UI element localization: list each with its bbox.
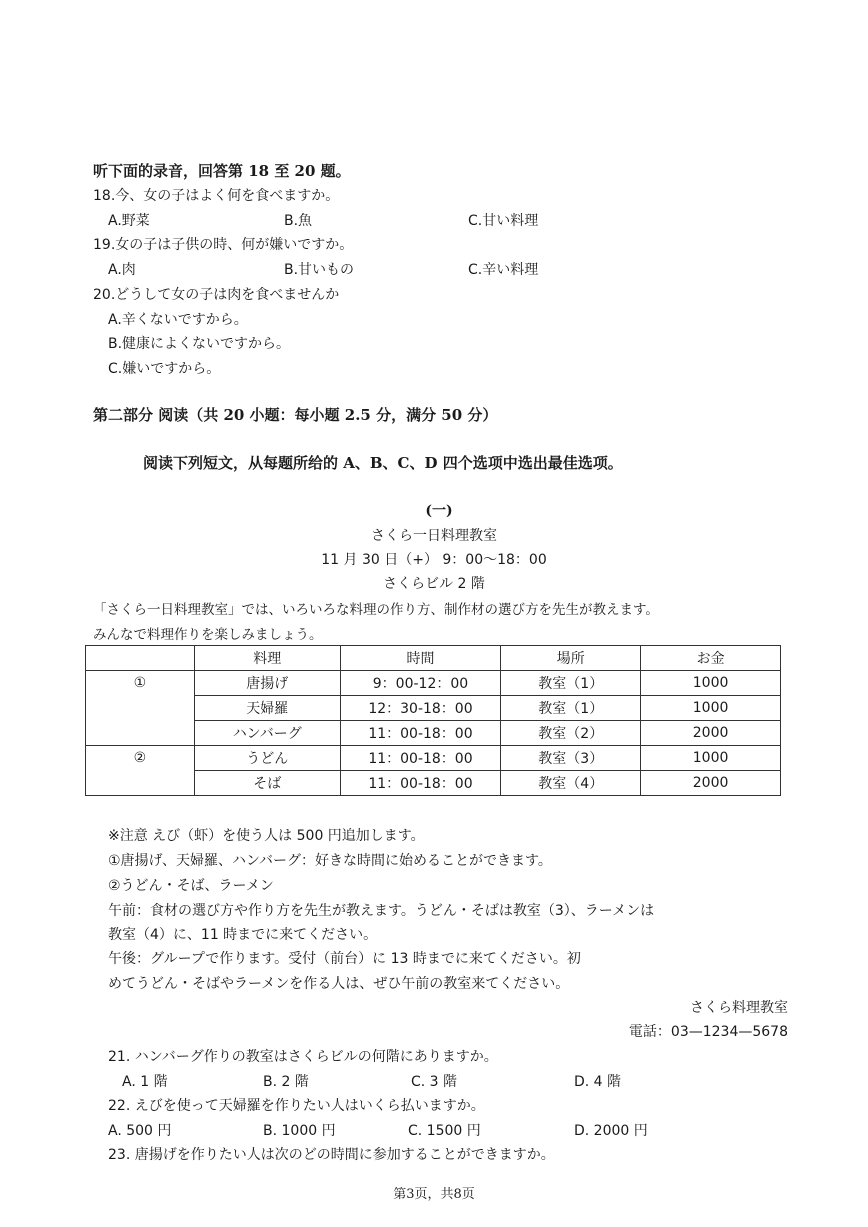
table-cell-room: 教室（1） [501, 696, 641, 721]
question-20: 20.どうして女の子は肉を食べませんか [93, 287, 340, 303]
note-line: 午前：食材の選び方や作り方を先生が教えます。うどん・そばは教室（3）、ラーメンは [108, 903, 655, 919]
organizer-signature: さくら料理教室 [690, 1000, 788, 1016]
table-cell-dish: そば [194, 771, 340, 796]
q22-option-c: C. 1500 円 [408, 1123, 481, 1139]
table-cell-time: 11：00-18：00 [340, 746, 501, 771]
table-header-cell [86, 646, 195, 671]
group-label-2: ② [86, 746, 195, 796]
note-line: 教室（4）に、11 時までに来てください。 [108, 927, 378, 943]
table-row [86, 671, 781, 696]
passage-number: (一) [425, 503, 453, 519]
table-cell-room: 教室（4） [501, 771, 641, 796]
question-18: 18.今、女の子はよく何を食べますか。 [93, 188, 340, 204]
passage-date: 11 月 30 日（+） 9：00～18：00 [321, 552, 547, 568]
table-cell-price: 1000 [641, 671, 781, 696]
question-21: 21. ハンバーグ作りの教室はさくらビルの何階にありますか。 [108, 1049, 498, 1065]
q20-option-c: C.嫌いですから。 [108, 361, 221, 377]
passage-title: さくら一日料理教室 [371, 528, 497, 544]
group-label-1: ① [86, 671, 195, 746]
q22-option-a: A. 500 円 [108, 1123, 172, 1139]
table-cell-dish: 天婦羅 [194, 696, 340, 721]
question-19: 19.女の子は子供の時、何が嫌いですか。 [93, 237, 354, 253]
table-cell-price: 2000 [641, 771, 781, 796]
table-cell-dish: うどん [194, 746, 340, 771]
table-cell-room: 教室（3） [501, 746, 641, 771]
note-line: 午後：グループで作ります。受付（前台）に 13 時までに来てください。初 [108, 951, 581, 967]
note-line: めてうどん・そばやラーメンを作る人は、ぜひ午前の教室来てください。 [108, 976, 570, 992]
table-header-row [86, 646, 781, 671]
q21-option-a: A. 1 階 [122, 1074, 168, 1090]
reading-section-title: 第二部分 阅读（共 20 小题：每小题 2.5 分，满分 50 分） [93, 406, 498, 424]
table-cell-room: 教室（2） [501, 721, 641, 746]
question-23: 23. 唐揚げを作りたい人は次のどの時間に参加することができますか。 [108, 1147, 555, 1163]
q18-option-b: B.魚 [284, 213, 313, 229]
table-cell-dish: 唐揚げ [194, 671, 340, 696]
table-cell-price: 2000 [641, 721, 781, 746]
q22-option-d: D. 2000 円 [574, 1123, 648, 1139]
question-22: 22. えびを使って天婦羅を作りたい人はいくら払いますか。 [108, 1098, 485, 1114]
page-number: 第3页，共8页 [393, 1187, 475, 1202]
table-header-cell: 場所 [501, 646, 641, 671]
passage-intro-line-2: みんなで料理作りを楽しみましょう。 [93, 627, 323, 643]
q18-option-c: C.甘い料理 [468, 213, 539, 229]
q21-option-c: C. 3 階 [411, 1074, 458, 1090]
q20-option-b: B.健康によくないですから。 [108, 336, 291, 352]
q20-option-a: A.辛くないですから。 [108, 312, 248, 328]
table-cell-time: 11：00-18：00 [340, 771, 501, 796]
table-cell-price: 1000 [641, 696, 781, 721]
table-cell-price: 1000 [641, 746, 781, 771]
q19-option-a: A.肉 [108, 262, 136, 278]
table-cell-time: 12：30-18：00 [340, 696, 501, 721]
listening-instruction: 听下面的录音，回答第 18 至 20 题。 [93, 162, 351, 180]
reading-directions: 阅读下列短文，从每题所给的 A、B、C、D 四个选项中选出最佳选项。 [143, 454, 623, 472]
table-header-cell: お金 [641, 646, 781, 671]
q19-option-b: B.甘いもの [284, 262, 355, 278]
q18-option-a: A.野菜 [108, 213, 150, 229]
organizer-phone: 電話：03—1234—5678 [628, 1024, 788, 1040]
passage-place: さくらビル 2 階 [383, 576, 485, 592]
passage-intro-line-1: 「さくら一日料理教室」では、いろいろな料理の作り方、制作材の選び方を先生が教えます。 [93, 602, 659, 618]
table-cell-dish: ハンバーグ [194, 721, 340, 746]
table-row [86, 746, 781, 771]
note-line: ※注意 えび（虾）を使う人は 500 円追加します。 [108, 828, 425, 844]
q22-option-b: B. 1000 円 [263, 1123, 336, 1139]
table-header-cell: 時間 [340, 646, 501, 671]
note-line: ②うどん・そば、ラーメン [108, 878, 274, 894]
table-cell-room: 教室（1） [501, 671, 641, 696]
table-cell-time: 11：00-18：00 [340, 721, 501, 746]
table-cell-time: 9：00-12：00 [340, 671, 501, 696]
table-header-cell: 料理 [194, 646, 340, 671]
note-line: ①唐揚げ、天婦羅、ハンバーグ：好きな時間に始めることができます。 [108, 853, 552, 869]
q21-option-b: B. 2 階 [263, 1074, 309, 1090]
q19-option-c: C.辛い料理 [468, 262, 539, 278]
q21-option-d: D. 4 階 [574, 1074, 622, 1090]
schedule-table [85, 645, 781, 796]
